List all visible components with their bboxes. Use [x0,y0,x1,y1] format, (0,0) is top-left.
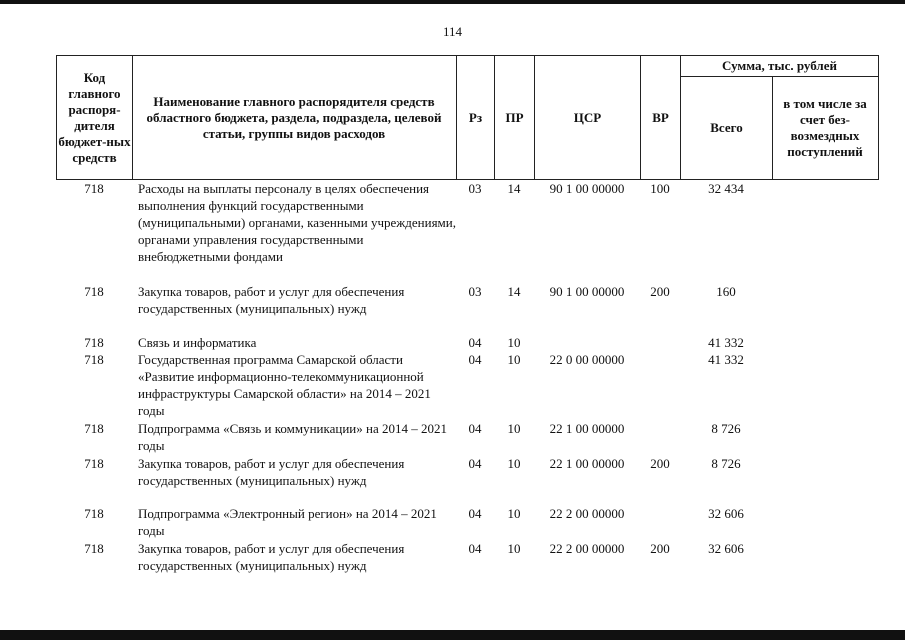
cell-total: 41 332 [708,352,744,367]
col-line [772,76,773,180]
cell-name: Расходы на выплаты персоналу в целях обеспечения выполнения функций государственными (муниципальными) органами, казенными учреждениями, органами управления государственными внебюджетными фондами [138,181,456,264]
cell-name: Подпрограмма «Электронный регион» на 2014 – 2021 годы [138,506,437,538]
cell-rz: 04 [468,335,482,350]
cell-rz: 04 [468,352,482,367]
cell-vr: 200 [650,456,670,471]
cell-rz: 04 [468,541,482,556]
header-code: Код главного распоря-дителя бюджет-ных средств [58,69,131,165]
cell-csr: 22 2 00 00000 [549,506,625,521]
cell-code: 718 [84,506,104,521]
cell-csr: 22 0 00 00000 [549,352,625,367]
page-number: 114 [442,24,463,39]
cell-code: 718 [84,181,104,196]
cell-vr: 200 [650,284,670,299]
cell-code: 718 [84,284,104,299]
col-line [878,55,879,180]
cell-csr: 22 1 00 00000 [549,456,625,471]
cell-name: Закупка товаров, работ и услуг для обеспечения государственных (муниципальных) нужд [138,541,405,573]
cell-pr: 10 [507,456,521,471]
cell-pr: 10 [507,352,521,367]
cell-csr: 22 2 00 00000 [549,541,625,556]
header-pr: ПР [505,109,524,125]
cell-total: 32 606 [708,506,744,521]
cell-rz: 03 [468,181,482,196]
cell-total: 160 [716,284,736,299]
cell-name: Государственная программа Самарской области «Развитие информационно-телекоммуникационной инфраструктуры Самарской области» на 2014 – 2021 годы [138,352,431,418]
cell-vr: 100 [650,181,670,196]
cell-pr: 14 [507,181,521,196]
cell-rz: 04 [468,506,482,521]
cell-total: 32 434 [708,181,744,196]
cell-name: Связь и информатика [138,335,257,350]
cell-pr: 10 [507,541,521,556]
header-name: Наименование главного распорядителя средств областного бюджета, раздела, подраздела, целевой статьи, группы видов расходов [146,93,442,141]
cell-total: 32 606 [708,541,744,556]
header-csr: ЦСР [573,109,602,125]
cell-total: 41 332 [708,335,744,350]
header-total: Всего [710,120,743,135]
cell-code: 718 [84,456,104,471]
cell-code: 718 [84,335,104,350]
cell-code: 718 [84,352,104,367]
cell-pr: 10 [507,506,521,521]
cell-pr: 10 [507,421,521,436]
cell-csr: 90 1 00 00000 [549,181,625,196]
cell-total: 8 726 [711,421,741,436]
col-line [132,55,133,180]
cell-vr: 200 [650,541,670,556]
cell-pr: 14 [507,284,521,299]
cell-code: 718 [84,541,104,556]
header-sum: Сумма, тыс. рублей [722,58,837,73]
bottom-border [0,630,905,640]
cell-name: Подпрограмма «Связь и коммуникации» на 2014 – 2021 годы [138,421,447,453]
cell-total: 8 726 [711,456,741,471]
header-free: в том числе за счет без-возмездных поступлений [783,96,867,159]
header-vr: ВР [652,109,669,125]
cell-name: Закупка товаров, работ и услуг для обеспечения государственных (муниципальных) нужд [138,456,405,488]
cell-code: 718 [84,421,104,436]
cell-name: Закупка товаров, работ и услуг для обеспечения государственных (муниципальных) нужд [138,284,405,316]
cell-rz: 03 [468,284,482,299]
cell-rz: 04 [468,421,482,436]
cell-rz: 04 [468,456,482,471]
header-rz: Рз [468,109,483,125]
cell-csr: 90 1 00 00000 [549,284,625,299]
cell-pr: 10 [507,335,521,350]
top-border [0,0,905,4]
cell-csr: 22 1 00 00000 [549,421,625,436]
